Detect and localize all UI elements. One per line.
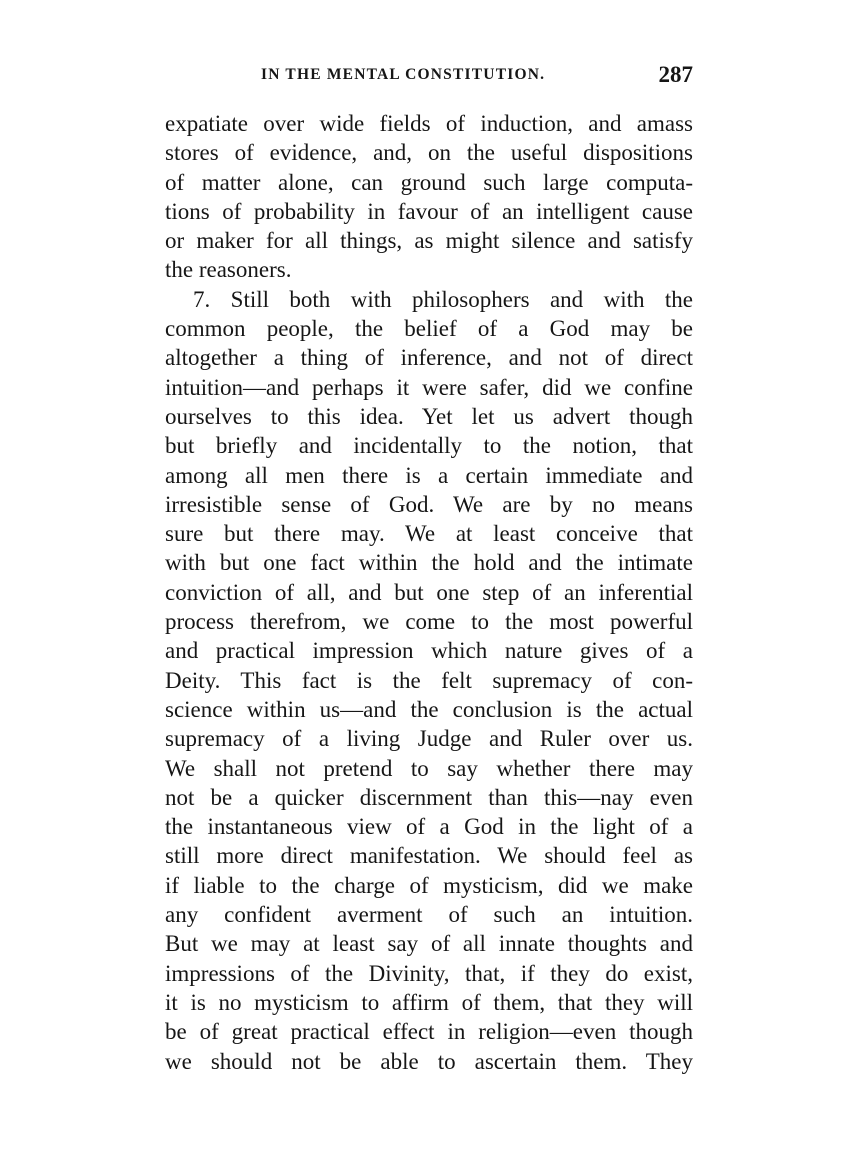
text-line: impressions of the Divinity, that, if they do exist, xyxy=(165,960,693,986)
text-line: and practical impression which nature gives of a xyxy=(165,638,693,664)
text-line: stores of evidence, and, on the useful dispositions xyxy=(165,140,693,166)
text-line: We shall not pretend to say whether there may xyxy=(165,755,693,781)
text-line: altogether a thing of inference, and not of direct xyxy=(165,345,693,371)
running-head xyxy=(165,62,693,92)
page-number: 287 xyxy=(658,62,693,87)
text-line: expatiate over wide fields of induction, and amass xyxy=(165,111,693,136)
text-line: science within us—and the conclusion is the actual xyxy=(165,696,693,722)
text-line: tions of probability in favour of an intelligent cause xyxy=(165,198,693,224)
text-line: be of great practical effect in religion—even though xyxy=(165,1019,693,1045)
text-line: conviction of all, and but one step of an inferential xyxy=(165,579,693,605)
text-line: supremacy of a living Judge and Ruler over us. xyxy=(165,726,693,752)
text-line: we should not be able to ascertain them. They xyxy=(165,1048,693,1074)
body-text xyxy=(165,109,693,1076)
text-line: ourselves to this idea. Yet let us advert though xyxy=(165,403,693,429)
text-line: intuition—and perhaps it were safer, did we confine xyxy=(165,374,693,400)
paragraph-7-first-line: 7. Still both with philosophers and with the xyxy=(193,286,693,312)
text-line: sure but there may. We at least conceive that xyxy=(165,521,693,547)
text-line: of matter alone, can ground such large computa- xyxy=(165,169,693,195)
text-line: irresistible sense of God. We are by no means xyxy=(165,491,693,517)
text-line: the reasoners. xyxy=(165,257,292,283)
text-line: with but one fact within the hold and the intimate xyxy=(165,550,693,576)
text-line: the instantaneous view of a God in the light of a xyxy=(165,814,693,840)
text-line: among all men there is a certain immediate and xyxy=(165,462,693,488)
text-line: or maker for all things, as might silence and satisfy xyxy=(165,228,693,254)
text-line: still more direct manifestation. We should feel as xyxy=(165,843,693,869)
text-line: Deity. This fact is the felt supremacy of con- xyxy=(165,667,693,693)
text-line: not be a quicker discernment than this—nay even xyxy=(165,784,693,810)
running-title: IN THE MENTAL CONSTITUTION. xyxy=(261,66,546,83)
text-line: it is no mysticism to affirm of them, that they will xyxy=(165,989,693,1015)
text-line: common people, the belief of a God may be xyxy=(165,316,693,342)
text-line: process therefrom, we come to the most powerful xyxy=(165,609,693,635)
text-line: but briefly and incidentally to the notion, that xyxy=(165,433,693,459)
text-line: But we may at least say of all innate thoughts and xyxy=(165,931,693,957)
text-line: any confident averment of such an intuition. xyxy=(165,902,693,928)
text-line: if liable to the charge of mysticism, did we make xyxy=(165,872,693,898)
